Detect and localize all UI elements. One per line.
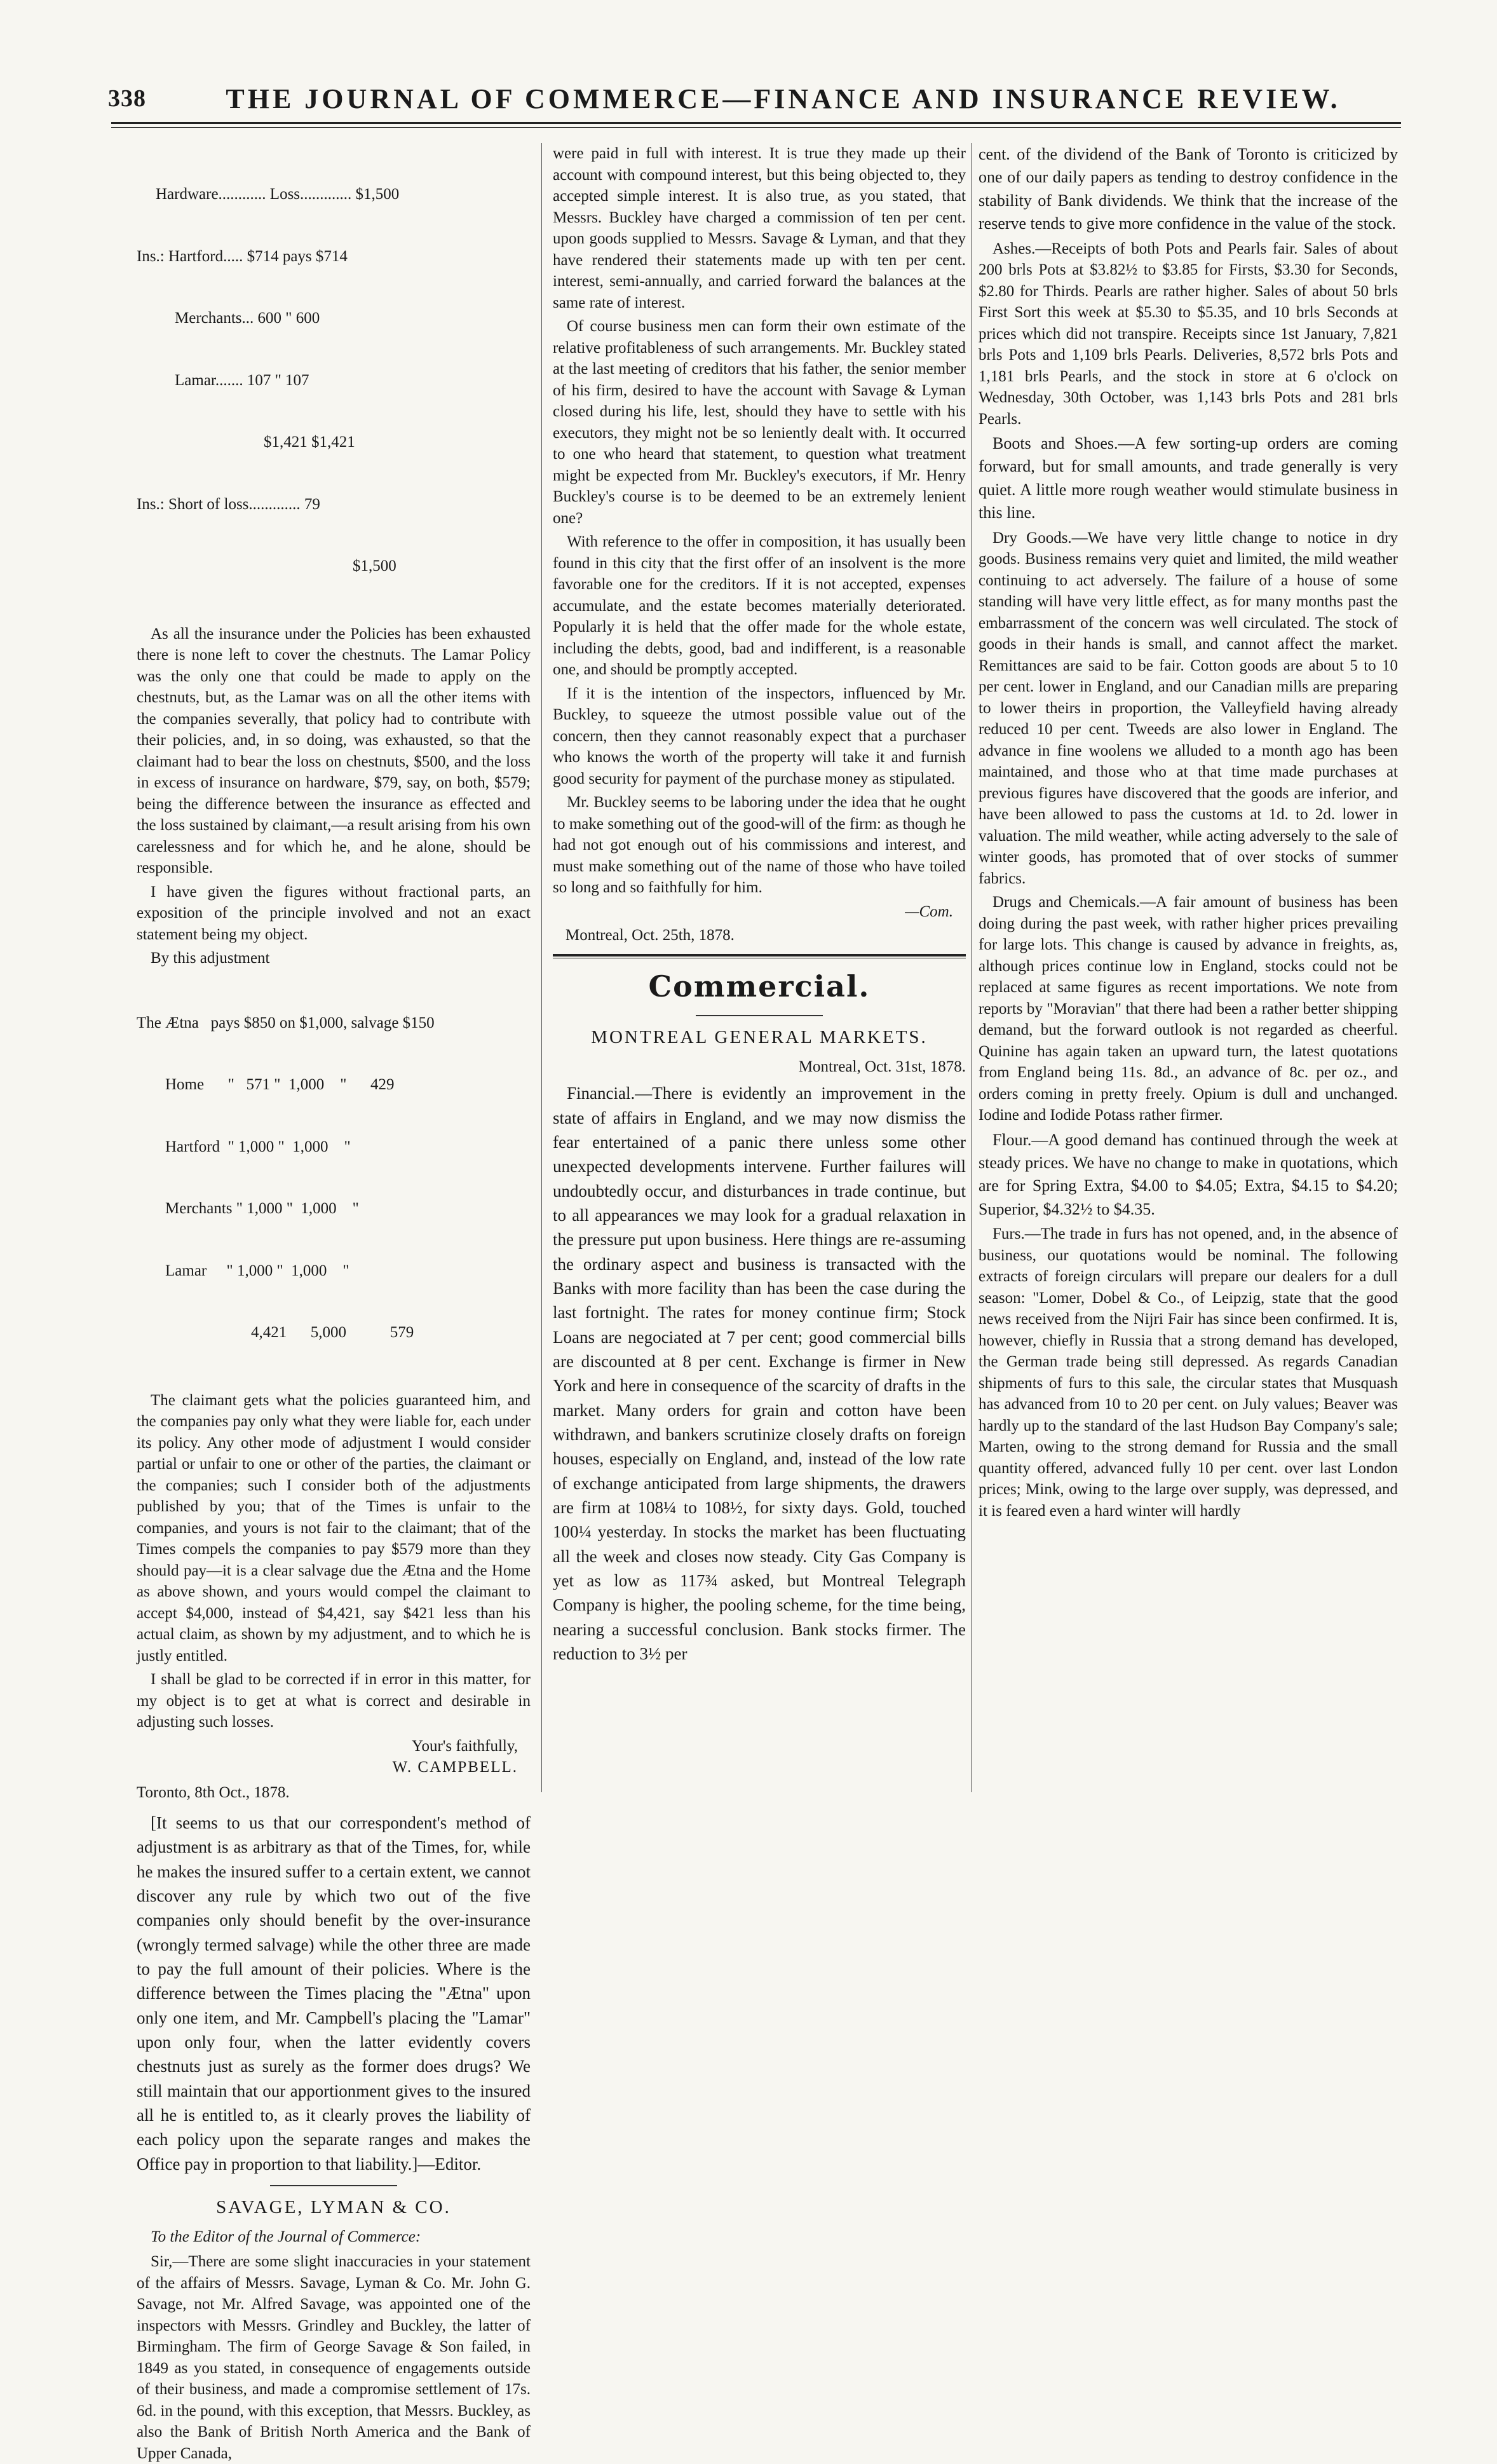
paragraph: Of course business men can form their own estimate of the relative profitableness of such arrangements. Mr. Buckley stated at the last meeting of creditors that his father, the senior member of his firm, desired to have the account with Savage & Lyman closed during his life, lest, should they have to settle with his executors, they might not be so leniently dealt with. It occurred to one who heard that statement, to question what treatment might be expected from Mr. Buckley's executors, if Mr. Henry Buckley's course is to be deemed to be an extremely lenient one? bbox=[553, 318, 966, 527]
header-rule-top bbox=[111, 122, 1401, 124]
adjustment-table bbox=[137, 972, 531, 1385]
adjustment-row: The Ætna pays $850 on $1,000, salvage $150 bbox=[137, 1014, 435, 1031]
signature-name: W. CAMPBELL. bbox=[392, 1759, 518, 1776]
section-rule-thick bbox=[553, 954, 966, 956]
paragraph: cent. of the dividend of the Bank of Toronto is criticized by one of our daily papers as tending to destroy confidence in the stability of Bank dividends. We think that the increase of the reserve tends to give more confidence in the value of the stock. bbox=[979, 145, 1398, 233]
divider-rule bbox=[270, 2185, 397, 2186]
paragraph: The claimant gets what the policies guaranteed him, and the companies pay only what they were liable for, each under its policy. Any other mode of adjustment I would consider partial or unfair to one or other of the parties, the claimant or the companies; such I consider both of the adjustments published by you; that of the Times is unfair to the companies, and yours is not fair to the claimant; that of the Times compels the companies to pay $579 more than they should pay—it is a clear salvage due the Ætna and the Home as above shown, and yours would compel the claimant to accept $4,000, instead of $4,421, say $421 less than his actual claim, as shown by my adjustment, and to which he is justly entitled. bbox=[137, 1391, 531, 1664]
column-divider-1 bbox=[541, 143, 542, 1792]
loss-row: Ins.: Hartford..... $714 pays $714 bbox=[137, 247, 348, 265]
markets-heading: MONTREAL GENERAL MARKETS. bbox=[591, 1027, 928, 1048]
financial-report: Financial.—There is evidently an improvement in the state of affairs in England, and we may now dismiss the fear entertained of a panic there unless some other unexpected developments intervene. Further failures will undoubtedly occur, and disturbances in trade continue, but to all appearances we may look for a gradual relaxation in the pressure put upon business. Here things are re-assuming the ordinary aspect and business is transacted with the Banks with more facility than has been the case during the last fortnight. The rates for money continue firm; Stock Loans are negociated at 7 per cent; good commercial bills are discounted at 8 per cent. Exchange is firmer in New York and here in consequence of the scarcity of drafts in the market. Many orders for grain and cotton have been withdrawn, and bankers scrutinize closely drafts on foreign houses, especially on England, and, instead of the low rate of exchange anticipated from large shipments, the drawers are firm at 108¼ to 108½, for sixty days. Gold, touched 100¼ yesterday. In stocks the market has been fluctuating all the week and closes now steady. City Gas Company is yet as low as 117¾ asked, but Montreal Telegraph Company is higher, the pooling scheme, for the time being, nearing a successful conclusion. Bank stocks firmer. The reduction to 3½ per bbox=[553, 1084, 966, 1664]
loss-row: Ins.: Short of loss............. 79 bbox=[137, 495, 320, 513]
column-2 bbox=[553, 143, 966, 1792]
paragraph: were paid in full with interest. It is true they made up their account with compound interest, but this being objected to, they accepted simple interest. It is also true, as you stated, that Messrs. Buckley have charged a commission of ten per cent. upon goods supplied to Messrs. Savage & Lyman, and that they have rendered their statements made up with ten per cent. interest, semi-annually, and carried forward the balances at the same rate of interest. bbox=[553, 145, 966, 311]
header-rule-bottom bbox=[111, 127, 1401, 128]
dateline: Toronto, 8th Oct., 1878. bbox=[137, 1783, 290, 1801]
adjustment-row: Home " 571 " 1,000 " 429 bbox=[165, 1076, 395, 1093]
page-number: 338 bbox=[108, 85, 146, 112]
section-heading: SAVAGE, LYMAN & CO. bbox=[216, 2196, 451, 2217]
paragraph: By this adjustment bbox=[151, 950, 270, 967]
adjustment-row: Merchants " 1,000 " 1,000 " bbox=[165, 1200, 359, 1217]
adjustment-row: Lamar " 1,000 " 1,000 " bbox=[165, 1262, 349, 1279]
loss-row: Hardware............ Loss............. $1,500 bbox=[156, 186, 400, 203]
flour-report: Flour.—A good demand has continued through the week at steady prices. We have no change to make in quotations, which are for Spring Extra, $4.00 to $4.05; Extra, $4.15 to $4.20; Superior, $4.32½ to $4.35. bbox=[979, 1130, 1398, 1218]
markets-date: Montreal, Oct. 31st, 1878. bbox=[798, 1058, 966, 1075]
paragraph: Mr. Buckley seems to be laboring under the idea that he ought to make something out of the good-will of the firm: as though he had not got enough out of his commissions and interest, and must make something out of the name of those who have toiled so long and so faithfully for him. bbox=[553, 794, 966, 896]
masthead-title: THE JOURNAL OF COMMERCE—FINANCE AND INSURANCE REVIEW. bbox=[226, 83, 1341, 114]
adjustment-row: Hartford " 1,000 " 1,000 " bbox=[165, 1138, 351, 1155]
dry-goods-report: Dry Goods.—We have very little change to notice in dry goods. Business remains very quiet and limited, the mild weather continuing to act adversely. The failure of a house of some standing will have very little effect, as for many months past the embarrassment of the concern was well circulated. The stock of goods in their hands is small, and cannot affect the market. Remittances are said to be fair. Cotton goods are about 5 to 10 per cent. lower in England, and our Canadian mills are preparing to lower theirs in proportion, the Valleyfield having already reduced 10 per cent. Tweeds are also lower in England. The advance in fine woolens we alluded to a month ago has been maintained, and those who at that time made purchases at previous figures have discovered that the goods are inferior, and have been allowed to pass the customs at 1d. to 2d. lower in valuation. The mild weather, while acting adversely to the sale of winter goods, has promoted that of over stocks of summer fabrics. bbox=[979, 529, 1398, 887]
loss-row: Merchants... 600 " 600 bbox=[175, 310, 320, 327]
column-3 bbox=[979, 143, 1398, 1792]
paragraph: If it is the intention of the inspectors, influenced by Mr. Buckley, to squeeze the utmost possible value out of the concern, then they cannot reasonably expect that a purchaser who knows the worth of the property will take it and furnish good security for payment of the purchase money as stipulated. bbox=[553, 684, 966, 787]
dateline: Montreal, Oct. 25th, 1878. bbox=[566, 927, 735, 944]
ashes-report: Ashes.—Receipts of both Pots and Pearls fair. Sales of about 200 brls Pots at $3.82½ to $3.85 for Firsts, $3.30 for Seconds, $2.80 for Thirds. Pearls are rather higher. Sales of about 50 brls First Sort this week at $5.30 to $5.35, and 10 brls Seconds at prices which did not transpire. Receipts since 1st January, 7,821 brls Pots and 1,109 brls Pearls. Deliveries, 8,572 brls Pots and 1,181 brls Pearls, and the stock in store at 6 o'clock on Wednesday, 30th October, was 1,143 brls Pots and 281 brls Pearls. bbox=[979, 240, 1398, 428]
boots-report: Boots and Shoes.—A few sorting-up orders are coming forward, but for small amounts, and trade generally is very quiet. A little more rough weather would stimulate business in this line. bbox=[979, 434, 1398, 522]
adjustment-row: 4,421 5,000 579 bbox=[251, 1324, 414, 1341]
paragraph: I shall be glad to be corrected if in error in this matter, for my object is to get at what is correct and desirable in adjusting such losses. bbox=[137, 1671, 531, 1731]
drugs-report: Drugs and Chemicals.—A fair amount of business has been doing during the past week, with rather higher prices prevailing for large lots. This change is caused by advance in freights, as, although prices continue low in England, stocks could not be replaced at same figures as recent importations. We note from reports by "Moravian" that there had been a rather better shipping demand, but the forward outlook is not regarded as cheerful. Quinine has again taken an upward turn, the latest quotations from England being 11s. 8d., an advance of 8c. per oz., and orders coming in pretty freely. Opium is dull and unchanged. Iodine and Iodide Potass rather firmer. bbox=[979, 894, 1398, 1124]
paragraph: Sir,—There are some slight inaccuracies in your statement of the affairs of Messrs. Savage, Lyman & Co. Mr. John G. Savage, not Mr. Alfred Savage, was appointed one of the inspectors with Messrs. Grindley and Buckley, the latter of Birmingham. The firm of George Savage & Son failed, in 1849 as you stated, in consequence of engagements outside of their business, and made a compromise settlement of 17s. 6d. in the pound, with this exception, that Messrs. Buckley, as also the Bank of British North America and the Bank of Upper Canada, bbox=[137, 2253, 531, 2462]
page-header bbox=[108, 79, 1401, 118]
loss-row: $1,421 $1,421 bbox=[264, 433, 355, 451]
divider-rule bbox=[696, 1015, 823, 1016]
paragraph: I have given the figures without fractional parts, an exposition of the principle involved and not an exact statement being my object. bbox=[137, 883, 531, 943]
letter-signoff: —Com. bbox=[905, 902, 953, 920]
signature-closing: Your's faithfully, bbox=[411, 1737, 518, 1755]
loss-row: $1,500 bbox=[353, 557, 396, 575]
paragraph: With reference to the offer in composition, it has usually been found in this city that the first offer of an insolvent is the more favorable one for the creditors. If it is not accepted, expenses accumulate, and the estate becomes materially deteriorated. Popularly it is held that the offer made for the whole estate, including the debts, good, bad and indifferent, is a reasonable one, and should be promptly accepted. bbox=[553, 533, 966, 678]
addressee: To the Editor of the Journal of Commerce: bbox=[151, 2228, 421, 2245]
loss-row: Lamar....... 107 " 107 bbox=[175, 371, 309, 389]
column-divider-2 bbox=[971, 143, 972, 1792]
column-1 bbox=[137, 143, 531, 2462]
loss-table bbox=[137, 143, 531, 618]
commercial-heading: Commercial. bbox=[648, 969, 870, 1004]
editor-note: [It seems to us that our correspondent's method of adjustment is as arbitrary as that of the Times, for, while he makes the insured suffer to a certain extent, we cannot discover any rule by which two out of the five companies only should benefit by the over-insurance (wrongly termed salvage) while the other three are made to pay the full amount of their policies. Where is the difference between the Times placing the "Ætna" upon only one item, and Mr. Campbell's placing the "Lamar" upon only four, when the latter evidently covers chestnuts just as surely as the former does drugs? We still maintain that our apportionment gives to the insured all he is entitled to, as it clearly proves the liability of each policy upon the separate ranges and makes the Office pay in proportion to that liability.]—Editor. bbox=[137, 1813, 531, 2174]
furs-report: Furs.—The trade in furs has not opened, and, in the absence of business, our quotations would be nominal. The following extracts of foreign circulars will prepare our dealers for a dull season: "Lomer, Dobel & Co., of Leipzig, state that the good news received from the Nijri Fair has since been confirmed. It is, however, chiefly in Russia that a strong demand has developed, the German trade being still depressed. As regards Canadian shipments of furs to this sale, the circular states that Musquash has advanced from 10 to 20 per cent. on July values; Beaver was hardly up to the standard of the last Hudson Bay Company's sale; Marten, owing to the strong demand for Russia and the small quantity offered, advanced fully 10 per cent. over last London prices; Mink, owing to the large over supply, was depressed, and it is feared even a hard winter will hardly bbox=[979, 1225, 1398, 1520]
paragraph: As all the insurance under the Policies has been exhausted there is none left to cover the chestnuts. The Lamar Policy was the only one that could be made to apply on the chestnuts, but, as the Lamar was on all the other items with the companies severally, that policy had to contribute with their policies, and, in so doing, was exhausted, so that the claimant had to bear the loss on chestnuts, $500, and the loss in excess of insurance on hardware, $79, say, on both, $579; being the difference between the insurance as effected and the loss sustained by claimant,—a result arising from his own carelessness and for which he, and he alone, should be responsible. bbox=[137, 625, 531, 876]
